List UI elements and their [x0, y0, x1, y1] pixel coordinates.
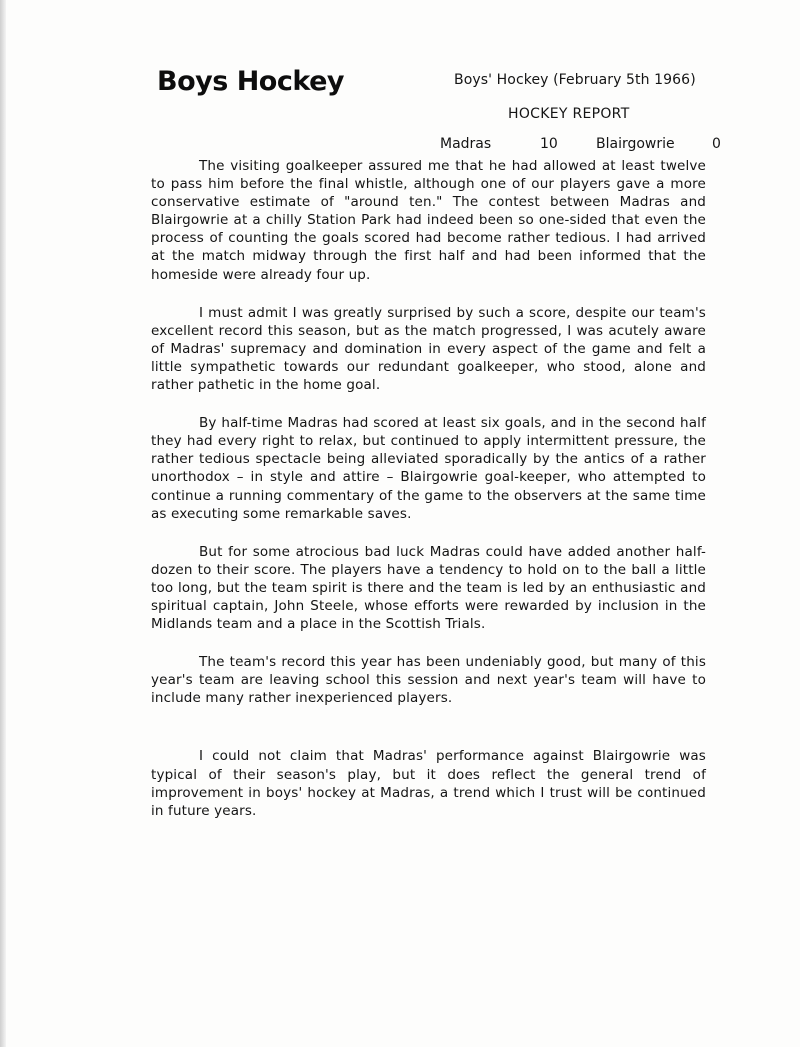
paragraph: The team's record this year has been undeniably good, but many of this year's team are leaving school this session and next year's team will have to include many rather inexperienced players. — [151, 654, 706, 707]
home-team-name: Madras — [440, 136, 492, 152]
page-title: Boys Hockey — [157, 66, 344, 97]
paragraph: By half-time Madras had scored at least six goals, and in the second half they had every right to relax, but continued to apply intermittent pressure, the rather tedious spectacle being alleviated sporadically by the antics of a rather unorthodox – in style and attire – Blairgowrie goal-keeper, who attempted to continue a running commentary of the game to the observers at the same time as executing some remarkable saves. — [151, 415, 706, 522]
paragraph: But for some atrocious bad luck Madras could have added another half-dozen to their score. The players have a tendency to hold on to the ball a little too long, but the team spirit is there and the team is led by an enthusiastic and spiritual captain, John Steele, whose efforts were rewarded by inclusion in the Midlands team and a place in the Scottish Trials. — [151, 543, 706, 633]
paragraph: I could not claim that Madras' performance against Blairgowrie was typical of their season's play, but it does reflect the general trend of improvement in boys' hockey at Madras, a trend which I trust will be continued in future years. — [151, 748, 706, 819]
scan-edge — [0, 0, 6, 1047]
away-team-score: 0 — [712, 136, 721, 152]
issue-date-line: Boys' Hockey (February 5th 1966) — [454, 72, 696, 88]
home-team-score: 10 — [540, 136, 558, 152]
score-line — [0, 136, 800, 154]
report-body — [151, 157, 706, 840]
paragraph: The visiting goalkeeper assured me that he had allowed at least twelve to pass him before the final whistle, although one of our players gave a more conservative estimate of "around ten." The contest between Madras and Blairgowrie at a chilly Station Park had indeed been so one-sided that even the process of counting the goals scored had become rather tedious. I had arrived at the match midway through the first half and had been informed that the homeside were already four up. — [151, 158, 706, 283]
paragraph: I must admit I was greatly surprised by such a score, despite our team's excellent record this season, but as the match progressed, I was acutely aware of Madras' supremacy and domination in every aspect of the game and felt a little sympathetic towards our redundant goalkeeper, who stood, alone and rather pathetic in the home goal. — [151, 304, 706, 394]
report-heading: HOCKEY REPORT — [508, 106, 630, 122]
away-team-name: Blairgowrie — [596, 136, 675, 152]
